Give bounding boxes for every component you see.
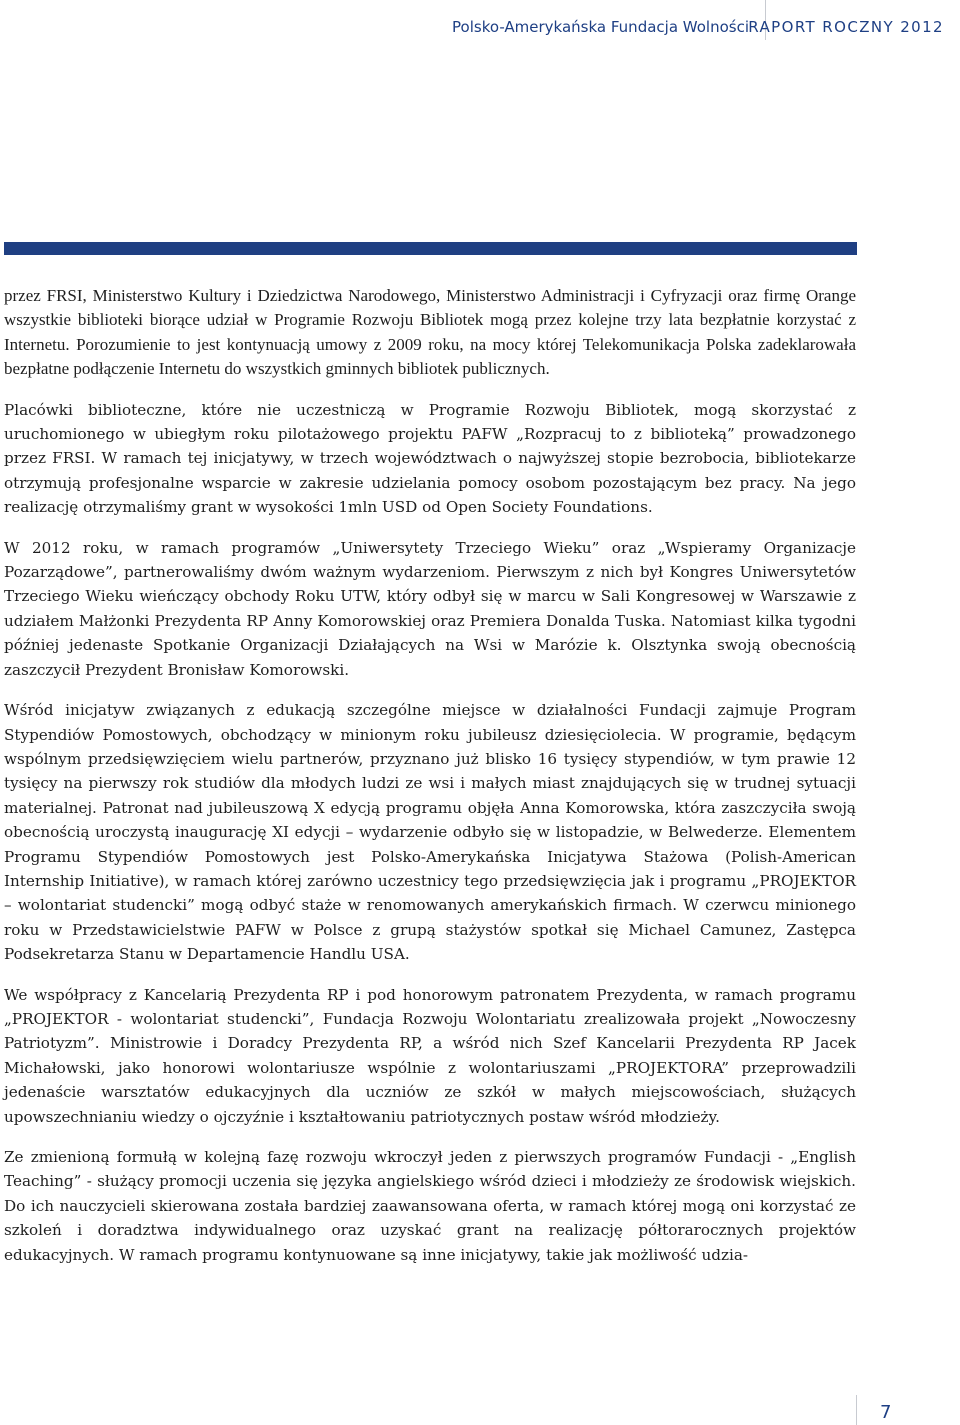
paragraph-internet-access: przez FRSI, Ministerstwo Kultury i Dziedzictwa Narodowego, Ministerstwo Administracji i Cyfryzacji oraz firmę Orange wszystkie biblioteki biorące udział w Programie Rozwoju Bibliotek mogą przez kolejne trzy lata bezpłatnie korzystać z Internetu. Porozumienie to jest kontynuacją umowy z 2009 roku, na mocy której Telekomunikacja Polska zadeklarowała bezpłatne podłączenie Internetu do wszystkich gminnych bibliotek publicznych.	[4, 286, 856, 379]
header-organization-name: Polsko-Amerykańska Fundacja Wolności	[452, 18, 749, 36]
header-report-title: RAPORT ROCZNY 2012	[748, 18, 944, 36]
paragraph-scholarships: Wśród inicjatyw związanych z edukacją szczególne miejsce w działalności Fundacji zajmuje Program Stypendiów Pomostowych, obchodzący w minionym roku jubileusz dziesięciolecia. W programie, będącym wspólnym przedsięwzięciem wielu partnerów, przyznano już blisko 16 tysięcy stypendiów, w tym prawie 12 tysięcy na pierwszy rok studiów dla młodych ludzi ze wsi i małych miast znajdujących się w trudnej sytuacji materialnej. Patronat nad jubileuszową X edycją programu objęła Anna Komorowska, która zaszczyciła swoją obecnością uroczystą inaugurację XI edycji – wydarzenie odbyło się w listopadzie, w Belwederze. Elementem Programu Stypendiów Pomostowych jest Polsko-Amerykańska Inicjatywa Stażowa (Polish-American Internship Initiative), w ramach której zarówno uczestnicy tego przedsięwzięcia jak i programu „PROJEKTOR – wolontariat studencki” mogą odbyć staże w renomowanych amerykańskich firmach. W czerwcu minionego roku w Przedstawicielstwie PAFW w Polsce z grupą stażystów spotkał się Michael Camunez, Zastępca Podsekretarza Stanu w Departamencie Handlu USA.	[4, 701, 856, 964]
paragraph-english-teaching: Ze zmienioną formułą w kolejną fazę rozwoju wkroczył jeden z pierwszych programów Fundacji - „English Teaching” - służący promocji uczenia się języka angielskiego wśród dzieci i młodzieży ze środowisk wiejskich. Do ich nauczycieli skierowana została bardziej zaawansowana oferta, w ramach której mogą oni korzystać ze szkoleń i doradztwa indywidualnego oraz uzyskać grant na realizację półtorarocznych projektów edukacyjnych. W ramach programu kontynuowane są inne inicjatywy, takie jak możliwość udzia-	[4, 1148, 856, 1264]
accent-bar	[4, 242, 857, 255]
page-number: 7	[880, 1402, 892, 1423]
paragraph-utw-congress: W 2012 roku, w ramach programów „Uniwersytety Trzeciego Wieku” oraz „Wspieramy Organizacje Pozarządowe”, partnerowaliśmy dwóm ważnym wydarzeniom. Pierwszym z nich był Kongres Uniwersytetów Trzeciego Wieku wieńczący obchody Roku UTW, który odbył się w marcu w Sali Kongresowej w Warszawie z udziałem Małżonki Prezydenta RP Anny Komorowskiej oraz Premiera Donalda Tuska. Natomiast kilka tygodni później jedenaste Spotkanie Organizacji Działających na Wsi w Marózie k. Olsztynka swoją obecnością zaszczycił Prezydent Bronisław Komorowski.	[4, 538, 856, 679]
paragraph-projektor: We współpracy z Kancelarią Prezydenta RP i pod honorowym patronatem Prezydenta, w ramach programu „PROJEKTOR - wolontariat studencki”, Fundacja Rozwoju Wolontariatu zrealizowała projekt „Nowoczesny Patriotyzm”. Ministrowie i Doradcy Prezydenta RP, a wśród nich Szef Kancelarii Prezydenta RP Jacek Michałowski, jako honorowi wolontariusze wspólnie z wolontariuszami „PROJEKTORA” przeprowadzili jedenaście warsztatów edukacyjnych dla uczniów ze szkół w małych miejscowościach, służących upowszechnianiu wiedzy o ojczyźnie i kształtowaniu patriotycznych postaw wśród młodzieży.	[4, 985, 856, 1126]
article-body	[4, 284, 856, 1283]
footer-divider	[856, 1395, 857, 1425]
paragraph-library-pilot: Placówki biblioteczne, które nie uczestniczą w Programie Rozwoju Bibliotek, mogą skorzystać z uruchomionego w ubiegłym roku pilotażowego projektu PAFW „Rozpracuj to z biblioteką” prowadzonego przez FRSI. W ramach tej inicjatywy, w trzech województwach o najwyższej stopie bezrobocia, bibliotekarze otrzymują profesjonalne wsparcie w zakresie udzielania pomocy osobom pozostającym bez pracy. Na jego realizację otrzymaliśmy grant w wysokości 1mln USD od Open Society Foundations.	[4, 400, 856, 517]
page-header	[0, 0, 960, 56]
